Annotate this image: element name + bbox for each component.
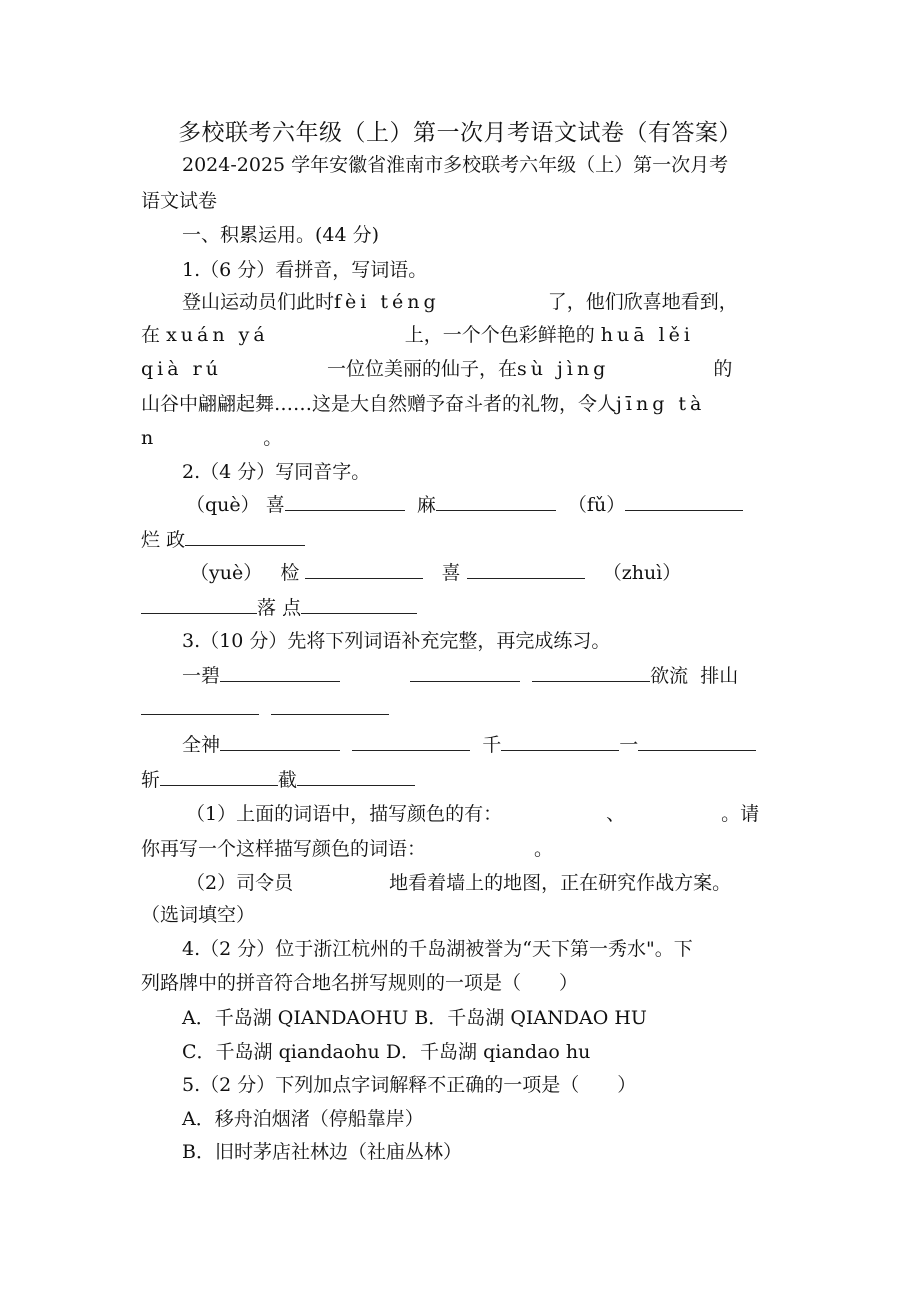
subtitle-line-2: 语文试卷 <box>141 190 218 212</box>
fill-blank[interactable] <box>160 765 278 786</box>
q3-word: 截 <box>278 769 298 791</box>
fill-blank[interactable] <box>625 490 743 511</box>
fill-blank[interactable] <box>220 661 340 682</box>
q3-sub-text: 地看着墙上的地图，正在研究作战方案。 <box>389 872 732 894</box>
q3-word: 排山 <box>700 665 739 687</box>
fill-blank[interactable] <box>352 730 470 751</box>
q1-pinyin-4: sù jìng <box>516 358 610 380</box>
q2-pinyin: （fǔ） <box>567 494 626 516</box>
q4-stem-line-1: 4.（2 分）位于浙江杭州的千岛湖被誉为“天下第一秀水"。下 <box>182 938 693 960</box>
q4-options-ab: A．千岛湖 QIANDAOHU B．千岛湖 QIANDAO HU <box>182 1007 647 1029</box>
fill-blank[interactable] <box>410 661 520 682</box>
q1-text: 的 <box>713 358 733 380</box>
q3-sub-text: 、 <box>606 803 626 825</box>
q2-char: 落 <box>257 597 277 619</box>
q1-pinyin-5a: jīng tà <box>616 393 706 415</box>
q5-option-b: B．旧时茅店社林边（社庙丛林） <box>182 1141 462 1163</box>
q2-char: 喜 <box>265 494 285 516</box>
q3-row-1-cont <box>141 694 389 724</box>
fill-blank[interactable] <box>285 490 405 511</box>
q4-options-cd: C．千岛湖 qiandaohu D．千岛湖 qiandao hu <box>182 1041 591 1063</box>
q2-row-1-cont <box>141 525 305 555</box>
fill-blank[interactable] <box>638 730 756 751</box>
q2-char: 点 <box>282 597 302 619</box>
q3-word: 一 <box>619 734 639 756</box>
q3-row-2 <box>182 730 756 760</box>
q3-sub2 <box>186 868 731 898</box>
q1-line-2 <box>141 320 694 350</box>
q3-word: 全神 <box>182 734 221 756</box>
fill-blank[interactable] <box>501 730 619 751</box>
q3-sub-text: 你再写一个这样描写颜色的词语： <box>141 838 427 860</box>
q2-pinyin: （zhuì） <box>602 562 682 584</box>
q1-text: 一位位美丽的仙子，在 <box>326 358 517 380</box>
fill-blank[interactable] <box>305 558 423 579</box>
fill-blank[interactable] <box>271 694 389 715</box>
q2-char: 检 <box>280 562 300 584</box>
fill-blank[interactable] <box>467 558 585 579</box>
q3-sub-text: 。 <box>534 838 554 860</box>
q3-sub1-cont <box>141 834 553 864</box>
q3-row-2-cont <box>141 765 415 795</box>
fill-blank[interactable] <box>220 730 340 751</box>
q2-row-2-cont <box>141 593 417 623</box>
q1-text: 上，一个个色彩鲜艳的 <box>404 324 595 346</box>
q1-pinyin-3b: qià rú <box>141 358 222 380</box>
q3-word: 斩 <box>141 769 161 791</box>
q3-word: 千 <box>482 734 502 756</box>
q1-line-3 <box>141 354 732 384</box>
q2-char: 麻 <box>416 494 436 516</box>
fill-blank[interactable] <box>297 765 415 786</box>
fill-blank[interactable] <box>141 593 257 614</box>
q1-stem: 1.（6 分）看拼音，写词语。 <box>182 259 428 281</box>
section-heading: 一、积累运用。(44 分) <box>182 224 380 246</box>
q3-word: 一碧 <box>182 665 221 687</box>
fill-blank[interactable] <box>185 525 305 546</box>
q1-line-1 <box>182 287 738 317</box>
q2-pinyin: （què） <box>186 494 260 516</box>
q2-char: 政 <box>166 529 186 551</box>
q4-stem-line-2: 列路牌中的拼音符合地名拼写规则的一项是（ ） <box>141 972 579 994</box>
q1-text: 山谷中翩翩起舞……这是大自然赠予奋斗者的礼物，令人 <box>141 393 617 415</box>
fill-blank[interactable] <box>141 694 259 715</box>
q3-sub-text: 。请 <box>721 803 760 825</box>
q1-pinyin-3a: huā lěi <box>600 324 694 346</box>
q1-pinyin-2: xuán yá <box>166 324 269 346</box>
q5-stem: 5.（2 分）下列加点字词解释不正确的一项是（ ） <box>182 1074 637 1096</box>
q2-row-2 <box>190 558 681 588</box>
document-title: 多校联考六年级（上）第一次月考语文试卷（有答案） <box>178 120 742 146</box>
q3-row-1 <box>182 661 738 691</box>
q3-sub-text: （1）上面的词语中，描写颜色的有： <box>186 803 503 825</box>
q3-sub2-cont: （选词填空） <box>141 904 256 926</box>
fill-blank[interactable] <box>532 661 650 682</box>
q1-pinyin-1: fèi téng <box>334 291 440 313</box>
fill-blank[interactable] <box>301 593 417 614</box>
q1-pinyin-5b: n <box>141 427 154 449</box>
q5-option-a: A．移舟泊烟渚（停船靠岸） <box>182 1108 424 1130</box>
q2-char: 喜 <box>441 562 461 584</box>
q1-line-5 <box>141 423 282 453</box>
q2-stem: 2.（4 分）写同音字。 <box>182 461 371 483</box>
fill-blank[interactable] <box>436 490 556 511</box>
q3-stem: 3.（10 分）先将下列词语补充完整，再完成练习。 <box>182 630 611 652</box>
q1-line-4 <box>141 389 705 419</box>
q1-text: 在 <box>141 324 161 346</box>
q3-sub1 <box>186 799 759 829</box>
q2-char: 烂 <box>141 529 161 551</box>
q3-word: 欲流 <box>650 665 689 687</box>
q1-text: 。 <box>263 427 283 449</box>
q2-pinyin: （yuè） <box>190 562 263 584</box>
q1-text: 了，他们欣喜地看到， <box>547 291 738 313</box>
q2-row-1 <box>186 490 743 520</box>
q3-sub-text: （2）司令员 <box>186 872 294 894</box>
q1-text: 登山运动员们此时 <box>182 291 335 313</box>
subtitle-line-1: 2024-2025 学年安徽省淮南市多校联考六年级（上）第一次月考 <box>182 154 729 176</box>
